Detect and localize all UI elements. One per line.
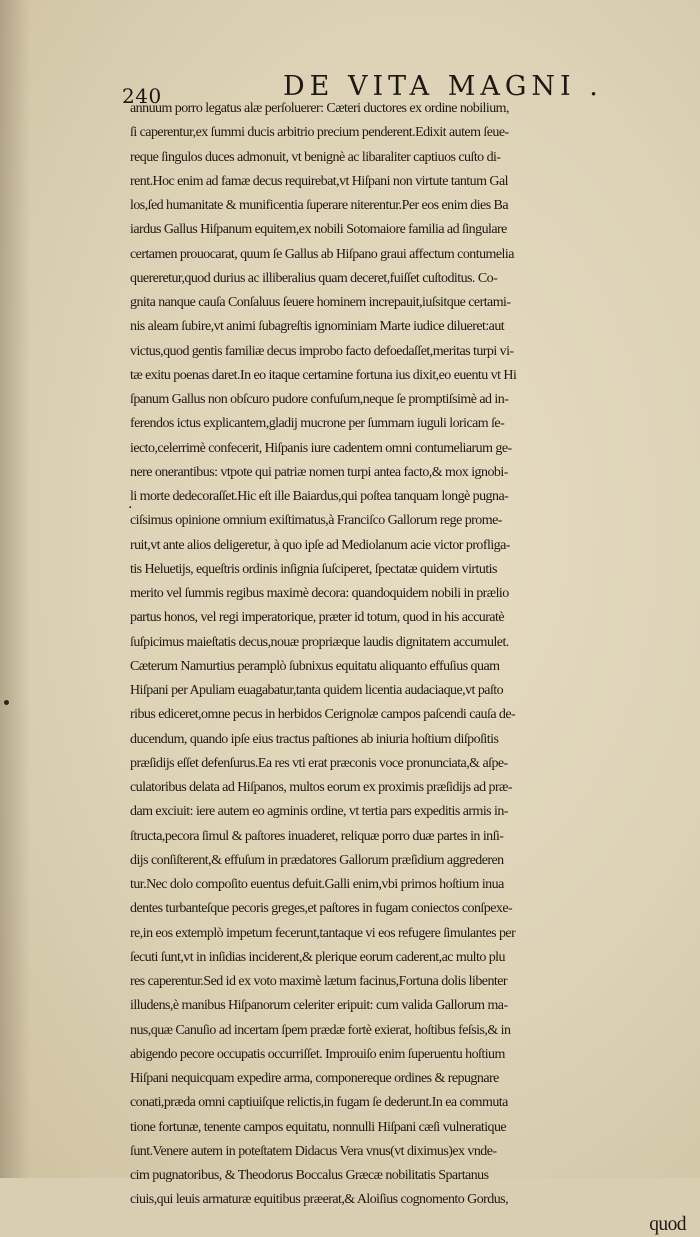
text-line: ciuis,qui leuis armaturæ equitibus præerat,& Aloiſius cognomento Gordus,: [130, 1192, 509, 1208]
page-number: 240: [122, 84, 162, 108]
text-line: dentes turbanteſque pecoris greges,et paſtores in fugam coniectos conſpexe-: [130, 901, 513, 917]
text-line: Hiſpani nequicquam expedire arma, componereque ordines & repugnare: [130, 1071, 499, 1086]
text-line: quereretur,quod durius ac illiberalius quam deceret,fuiſſet cuſtoditus. Co-: [130, 270, 498, 286]
text-line: ruit,vt ante alios deligeretur, à quo ipſe ad Mediolanum acie victor profliga-: [130, 537, 510, 553]
text-line: dijs conſiſterent,& effuſum in prædatores Gallorum præſidium aggrederen: [130, 852, 504, 868]
text-line: tæ exitu poenas daret.In eo itaque certamine fortuna ius dixit,eo euentu vt Hi: [130, 367, 517, 383]
text-line: culatoribus delata ad Hiſpanos, multos eorum ex proximis præſidijs ad præ-: [130, 780, 512, 795]
text-line: Hiſpani per Apuliam euagabatur,tanta quidem licentia audaciaque,vt paſto: [130, 683, 504, 698]
text-line: victus,quod gentis familiæ decus improbo facto defoedaſſet,meritas turpi vi-: [130, 343, 514, 359]
text-line: nus,quæ Canuſio ad incertam ſpem prædæ fortè exierat, hoſtibus feſsis,& in: [130, 1022, 511, 1038]
text-line: nis aleam ſubire,vt animi ſubagreſtis ignominiam Marte iudice dilueret:aut: [130, 319, 505, 335]
text-line: annuum porro legatus alæ perſoluerer: Cæteri ductores ex ordine nobilium,: [130, 101, 509, 116]
text-line: gnita nanque cauſa Conſaluus ſeuere hominem increpauit,iuſsitque certami-: [130, 295, 511, 310]
text-line: los,ſed humanitate & munificentia ſuperare niterentur.Per eos enim dies Ba: [130, 198, 509, 213]
text-line: ciſsimus opinione omnium exiſtimatus,à Franciſco Gallorum rege prome-: [130, 513, 502, 529]
text-line: merito vel ſummis regibus maximè decora: quandoquidem nobili in prælio: [130, 586, 509, 601]
text-line: res caperentur.Sed id ex voto maximè lætum facinus,Fortuna dolis libenter: [130, 974, 508, 989]
text-line: nere onerantibus: vtpote qui patriæ nomen turpi antea facto,& mox ignobi-: [130, 464, 508, 480]
margin-mark: ·: [128, 500, 133, 516]
page-speck: [4, 700, 9, 705]
text-line: ribus ediceret,omne pecus in herbidos Cerignolæ campos paſcendi cauſa de-: [130, 707, 516, 723]
text-line: iecto,celerrimè confecerit, Hiſpanis iure cadentem omni contumeliarum ge-: [130, 440, 512, 456]
text-line: tione fortunæ, tenente campos equitatu, nonnulli Hiſpani cæſi vulneratique: [130, 1119, 507, 1135]
running-head: DE VITA MAGNI .: [283, 71, 603, 102]
text-line: ſecuti ſunt,vt in inſidias inciderent,& plerique eorum caderent,ac multo plu: [130, 949, 505, 965]
text-line: tur.Nec dolo compoſito euentus defuit.Galli enim,vbi primos hoſtium inua: [130, 877, 504, 892]
text-line: præſidijs eſſet defenſurus.Ea res vti erat præconis voce pronunciata,& aſpe-: [130, 755, 508, 771]
text-line: cim pugnatoribus, & Theodorus Boccalus Græcæ nobilitatis Spartanus: [130, 1168, 489, 1183]
catchword: quod: [649, 1213, 686, 1235]
text-line: certamen prouocarat, quum ſe Gallus ab Hiſpano graui affectum contumelia: [130, 246, 514, 262]
body-text: [130, 97, 690, 1237]
text-line: ſtructa,pecora ſimul & paſtores inuaderet, reliquæ porro duæ partes in inſi-: [130, 828, 504, 844]
text-line: li morte dedecoraſſet.Hic eſt ille Baiardus,qui poſtea tanquam longè pugna-: [130, 489, 509, 504]
text-line: abigendo pecore occupatis occurriſſet. Improuiſo enim ſuperuentu hoſtium: [130, 1046, 505, 1062]
text-line: ſi caperentur,ex ſummi ducis arbitrio precium penderent.Edixit autem ſeue-: [130, 125, 509, 141]
text-line: re,in eos extemplò impetum fecerunt,tantaque vi eos refugere ſimulantes per: [130, 925, 516, 941]
text-line: rent.Hoc enim ad famæ decus requirebat,vt Hiſpani non virtute tantum Gal: [130, 173, 508, 189]
text-line: ſpanum Gallus non obſcuro pudore confuſum,neque ſe promptiſsimè ad in-: [130, 392, 509, 407]
gutter-shadow: [0, 0, 30, 1178]
text-line: illudens,è manibus Hiſpanorum celeriter eripuit: cum valida Gallorum ma-: [130, 998, 508, 1014]
text-line: ſunt.Venere autem in poteſtatem Didacus Vera vnus(vt diximus)ex vnde-: [130, 1143, 497, 1159]
text-line: ſuſpicimus maieſtatis decus,nouæ propriæque laudis dignitatem accumulet.: [130, 634, 509, 650]
text-line: reque ſingulos duces admonuit, vt benignè ac libaraliter captiuos cuſto di-: [130, 149, 501, 165]
text-line: Cæterum Namurtius peramplò ſubnixus equitatu aliquanto effuſius quam: [130, 658, 500, 674]
text-line: dam exciuit: iere autem eo agminis ordine, vt tertia pars expeditis armis in-: [130, 804, 508, 820]
text-line: partus honos, vel regi imperatorique, præter id totum, quod in his accuratè: [130, 610, 504, 626]
text-line: ducendum, quando ipſe eius tractus paſtiones ab iniuria hoſtium diſpoſitis: [130, 731, 499, 747]
text-line: tis Heluetijs, equeſtris ordinis inſignia ſuſciperet, ſpectatæ quidem virtutis: [130, 561, 497, 577]
text-line: iardus Gallus Hiſpanum equitem,ex nobili Sotomaiore familia ad ſingulare: [130, 222, 507, 238]
text-line: ferendos ictus explicantem,gladij mucrone per ſummam iuguli loricam ſe-: [130, 416, 505, 432]
text-line: conati,præda omni captiuiſque relictis,in fugam ſe dederunt.In ea commuta: [130, 1095, 508, 1111]
